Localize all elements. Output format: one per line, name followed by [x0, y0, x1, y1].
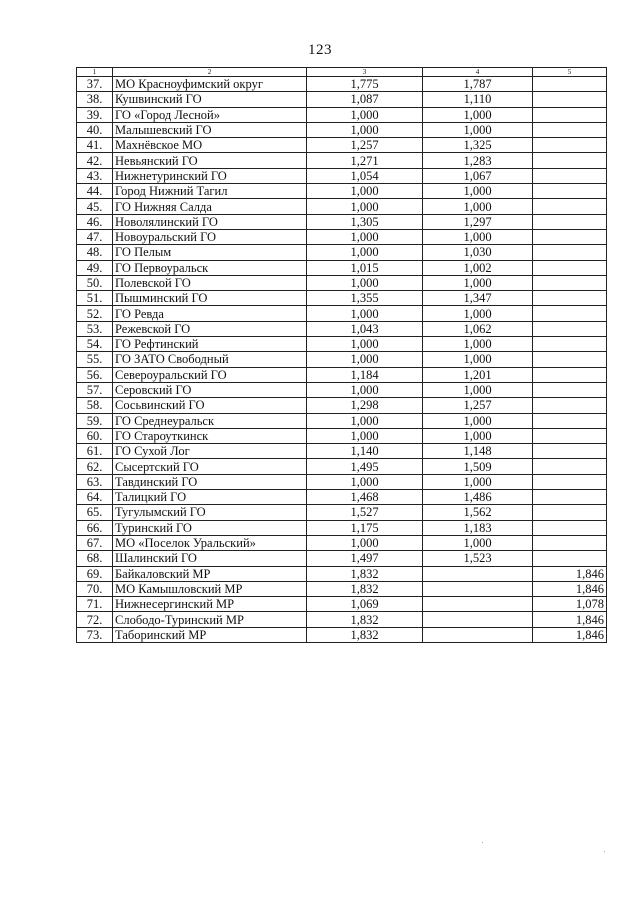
column-5-value-cell [533, 382, 607, 397]
page-number: 123 [308, 42, 332, 58]
row-number-cell: 49. [77, 260, 113, 275]
row-number-cell: 55. [77, 352, 113, 367]
column-4-value-cell: 1,000 [423, 275, 533, 290]
municipality-name-cell: Туринский ГО [113, 520, 307, 535]
column-3-value-cell: 1,015 [307, 260, 423, 275]
column-3-value-cell: 1,832 [307, 612, 423, 627]
municipality-name-cell: Серовский ГО [113, 382, 307, 397]
table-row [77, 428, 607, 443]
table-row [77, 367, 607, 382]
column-3-value-cell: 1,000 [307, 474, 423, 489]
row-number-cell: 58. [77, 398, 113, 413]
municipality-name-cell: Байкаловский МР [113, 566, 307, 581]
column-5-value-cell [533, 214, 607, 229]
column-5-value-cell: 1,846 [533, 581, 607, 596]
column-5-value-cell: 1,846 [533, 612, 607, 627]
row-number-cell: 39. [77, 107, 113, 122]
column-4-value-cell: 1,148 [423, 444, 533, 459]
column-5-value-cell [533, 413, 607, 428]
municipality-name-cell: Таборинский МР [113, 627, 307, 642]
municipality-name-cell: Талицкий ГО [113, 490, 307, 505]
column-4-value-cell: 1,347 [423, 291, 533, 306]
column-3-value-cell: 1,000 [307, 245, 423, 260]
column-3-value-cell: 1,000 [307, 535, 423, 550]
column-5-value-cell [533, 367, 607, 382]
table-row [77, 214, 607, 229]
scan-speck [482, 842, 483, 843]
municipality-name-cell: Тугулымский ГО [113, 505, 307, 520]
table-row [77, 566, 607, 581]
row-number-cell: 67. [77, 535, 113, 550]
column-header: 4 [423, 68, 533, 77]
municipality-name-cell: Слободо-Туринский МР [113, 612, 307, 627]
column-5-value-cell [533, 291, 607, 306]
row-number-cell: 66. [77, 520, 113, 535]
table-row [77, 275, 607, 290]
column-5-value-cell [533, 229, 607, 244]
column-3-value-cell: 1,000 [307, 352, 423, 367]
table-row [77, 413, 607, 428]
row-number-cell: 42. [77, 153, 113, 168]
column-4-value-cell: 1,000 [423, 229, 533, 244]
column-5-value-cell [533, 275, 607, 290]
row-number-cell: 38. [77, 92, 113, 107]
column-5-value-cell [533, 398, 607, 413]
table-row [77, 306, 607, 321]
column-5-value-cell [533, 184, 607, 199]
table-row [77, 352, 607, 367]
column-4-value-cell [423, 612, 533, 627]
column-3-value-cell: 1,175 [307, 520, 423, 535]
column-4-value-cell: 1,002 [423, 260, 533, 275]
column-3-value-cell: 1,054 [307, 168, 423, 183]
column-4-value-cell: 1,562 [423, 505, 533, 520]
column-4-value-cell: 1,325 [423, 138, 533, 153]
table-row [77, 581, 607, 596]
column-3-value-cell: 1,000 [307, 275, 423, 290]
table-row [77, 444, 607, 459]
column-5-value-cell [533, 505, 607, 520]
column-4-value-cell: 1,000 [423, 474, 533, 489]
row-number-cell: 61. [77, 444, 113, 459]
municipality-name-cell: Новолялинский ГО [113, 214, 307, 229]
table-row [77, 168, 607, 183]
column-5-value-cell [533, 138, 607, 153]
coefficients-table [76, 67, 607, 643]
column-5-value-cell [533, 352, 607, 367]
municipality-name-cell: Нижнесергинский МР [113, 597, 307, 612]
municipality-name-cell: Североуральский ГО [113, 367, 307, 382]
column-4-value-cell: 1,787 [423, 77, 533, 92]
municipality-name-cell: Невьянский ГО [113, 153, 307, 168]
column-3-value-cell: 1,000 [307, 428, 423, 443]
column-5-value-cell [533, 444, 607, 459]
municipality-name-cell: Новоуральский ГО [113, 229, 307, 244]
municipality-name-cell: ГО ЗАТО Свободный [113, 352, 307, 367]
column-header: 5 [533, 68, 607, 77]
municipality-name-cell: Нижнетуринский ГО [113, 168, 307, 183]
column-3-value-cell: 1,305 [307, 214, 423, 229]
column-5-value-cell [533, 474, 607, 489]
column-3-value-cell: 1,000 [307, 199, 423, 214]
table-row [77, 199, 607, 214]
municipality-name-cell: ГО Сухой Лог [113, 444, 307, 459]
column-5-value-cell [533, 428, 607, 443]
row-number-cell: 47. [77, 229, 113, 244]
column-4-value-cell: 1,283 [423, 153, 533, 168]
table-row [77, 398, 607, 413]
table-row [77, 260, 607, 275]
column-5-value-cell [533, 306, 607, 321]
column-5-value-cell [533, 92, 607, 107]
column-5-value-cell: 1,078 [533, 597, 607, 612]
table-row [77, 291, 607, 306]
column-3-value-cell: 1,832 [307, 627, 423, 642]
column-4-value-cell: 1,000 [423, 199, 533, 214]
row-number-cell: 68. [77, 551, 113, 566]
table-row [77, 77, 607, 92]
column-5-value-cell [533, 490, 607, 505]
column-4-value-cell: 1,067 [423, 168, 533, 183]
row-number-cell: 37. [77, 77, 113, 92]
column-4-value-cell: 1,000 [423, 413, 533, 428]
municipality-name-cell: ГО Пелым [113, 245, 307, 260]
column-3-value-cell: 1,000 [307, 413, 423, 428]
column-5-value-cell [533, 337, 607, 352]
table-body [77, 77, 607, 643]
column-3-value-cell: 1,140 [307, 444, 423, 459]
column-3-value-cell: 1,257 [307, 138, 423, 153]
table-row [77, 138, 607, 153]
column-5-value-cell [533, 168, 607, 183]
table-row [77, 535, 607, 550]
column-4-value-cell: 1,000 [423, 122, 533, 137]
row-number-cell: 53. [77, 321, 113, 336]
row-number-cell: 51. [77, 291, 113, 306]
table-row [77, 107, 607, 122]
column-3-value-cell: 1,087 [307, 92, 423, 107]
table-row [77, 459, 607, 474]
column-header: 3 [307, 68, 423, 77]
row-number-cell: 62. [77, 459, 113, 474]
column-4-value-cell: 1,000 [423, 184, 533, 199]
column-4-value-cell [423, 597, 533, 612]
table-row [77, 490, 607, 505]
column-number-row [77, 68, 607, 77]
column-3-value-cell: 1,298 [307, 398, 423, 413]
municipality-name-cell: Махнёвское МО [113, 138, 307, 153]
scan-speck [604, 851, 605, 852]
column-3-value-cell: 1,000 [307, 107, 423, 122]
column-5-value-cell [533, 153, 607, 168]
table-row [77, 627, 607, 642]
column-4-value-cell: 1,297 [423, 214, 533, 229]
municipality-name-cell: ГО Рефтинский [113, 337, 307, 352]
municipality-name-cell: Тавдинский ГО [113, 474, 307, 489]
column-3-value-cell: 1,468 [307, 490, 423, 505]
municipality-name-cell: ГО Среднеуральск [113, 413, 307, 428]
municipality-name-cell: Шалинский ГО [113, 551, 307, 566]
column-4-value-cell [423, 566, 533, 581]
row-number-cell: 71. [77, 597, 113, 612]
column-5-value-cell [533, 260, 607, 275]
column-3-value-cell: 1,271 [307, 153, 423, 168]
row-number-cell: 43. [77, 168, 113, 183]
column-4-value-cell: 1,110 [423, 92, 533, 107]
row-number-cell: 40. [77, 122, 113, 137]
column-3-value-cell: 1,832 [307, 566, 423, 581]
table-row [77, 505, 607, 520]
column-3-value-cell: 1,497 [307, 551, 423, 566]
municipality-name-cell: ГО Нижняя Салда [113, 199, 307, 214]
column-3-value-cell: 1,355 [307, 291, 423, 306]
row-number-cell: 69. [77, 566, 113, 581]
column-4-value-cell [423, 627, 533, 642]
column-4-value-cell: 1,030 [423, 245, 533, 260]
column-3-value-cell: 1,495 [307, 459, 423, 474]
row-number-cell: 50. [77, 275, 113, 290]
column-5-value-cell: 1,846 [533, 627, 607, 642]
column-3-value-cell: 1,069 [307, 597, 423, 612]
column-4-value-cell: 1,062 [423, 321, 533, 336]
table-row [77, 551, 607, 566]
column-3-value-cell: 1,043 [307, 321, 423, 336]
column-4-value-cell: 1,523 [423, 551, 533, 566]
column-3-value-cell: 1,000 [307, 229, 423, 244]
column-5-value-cell [533, 77, 607, 92]
municipality-name-cell: МО Камышловский МР [113, 581, 307, 596]
column-4-value-cell: 1,509 [423, 459, 533, 474]
row-number-cell: 57. [77, 382, 113, 397]
column-3-value-cell: 1,775 [307, 77, 423, 92]
column-3-value-cell: 1,000 [307, 184, 423, 199]
column-4-value-cell: 1,000 [423, 535, 533, 550]
row-number-cell: 48. [77, 245, 113, 260]
column-4-value-cell: 1,000 [423, 428, 533, 443]
row-number-cell: 70. [77, 581, 113, 596]
column-4-value-cell: 1,000 [423, 352, 533, 367]
column-3-value-cell: 1,000 [307, 337, 423, 352]
table-row [77, 184, 607, 199]
column-5-value-cell: 1,846 [533, 566, 607, 581]
column-4-value-cell: 1,486 [423, 490, 533, 505]
municipality-name-cell: ГО «Город Лесной» [113, 107, 307, 122]
column-header: 1 [77, 68, 113, 77]
column-5-value-cell [533, 321, 607, 336]
row-number-cell: 45. [77, 199, 113, 214]
column-5-value-cell [533, 551, 607, 566]
row-number-cell: 56. [77, 367, 113, 382]
table-row [77, 597, 607, 612]
column-3-value-cell: 1,000 [307, 306, 423, 321]
column-4-value-cell: 1,257 [423, 398, 533, 413]
column-5-value-cell [533, 245, 607, 260]
municipality-name-cell: Город Нижний Тагил [113, 184, 307, 199]
table-row [77, 92, 607, 107]
municipality-name-cell: Режевской ГО [113, 321, 307, 336]
table-row [77, 474, 607, 489]
row-number-cell: 72. [77, 612, 113, 627]
municipality-name-cell: ГО Ревда [113, 306, 307, 321]
row-number-cell: 54. [77, 337, 113, 352]
municipality-name-cell: ГО Староуткинск [113, 428, 307, 443]
column-4-value-cell: 1,000 [423, 107, 533, 122]
municipality-name-cell: Пышминский ГО [113, 291, 307, 306]
column-4-value-cell: 1,000 [423, 306, 533, 321]
column-4-value-cell: 1,000 [423, 337, 533, 352]
municipality-name-cell: ГО Первоуральск [113, 260, 307, 275]
row-number-cell: 60. [77, 428, 113, 443]
column-3-value-cell: 1,527 [307, 505, 423, 520]
table-row [77, 321, 607, 336]
column-header: 2 [113, 68, 307, 77]
municipality-name-cell: Сысертский ГО [113, 459, 307, 474]
row-number-cell: 41. [77, 138, 113, 153]
column-5-value-cell [533, 107, 607, 122]
municipality-name-cell: Кушвинский ГО [113, 92, 307, 107]
row-number-cell: 52. [77, 306, 113, 321]
column-4-value-cell: 1,183 [423, 520, 533, 535]
column-3-value-cell: 1,832 [307, 581, 423, 596]
municipality-name-cell: МО Красноуфимский округ [113, 77, 307, 92]
row-number-cell: 59. [77, 413, 113, 428]
table-row [77, 382, 607, 397]
table-row [77, 229, 607, 244]
column-5-value-cell [533, 122, 607, 137]
column-3-value-cell: 1,000 [307, 122, 423, 137]
column-3-value-cell: 1,000 [307, 382, 423, 397]
row-number-cell: 63. [77, 474, 113, 489]
column-5-value-cell [533, 199, 607, 214]
table-row [77, 520, 607, 535]
row-number-cell: 46. [77, 214, 113, 229]
table-row [77, 122, 607, 137]
column-5-value-cell [533, 459, 607, 474]
table-row [77, 153, 607, 168]
municipality-name-cell: МО «Поселок Уральский» [113, 535, 307, 550]
column-4-value-cell: 1,000 [423, 382, 533, 397]
column-4-value-cell [423, 581, 533, 596]
row-number-cell: 44. [77, 184, 113, 199]
column-4-value-cell: 1,201 [423, 367, 533, 382]
table-row [77, 337, 607, 352]
column-3-value-cell: 1,184 [307, 367, 423, 382]
municipality-name-cell: Полевской ГО [113, 275, 307, 290]
table-row [77, 612, 607, 627]
municipality-name-cell: Сосьвинский ГО [113, 398, 307, 413]
column-5-value-cell [533, 520, 607, 535]
column-5-value-cell [533, 535, 607, 550]
row-number-cell: 64. [77, 490, 113, 505]
municipality-name-cell: Малышевский ГО [113, 122, 307, 137]
row-number-cell: 73. [77, 627, 113, 642]
table-row [77, 245, 607, 260]
row-number-cell: 65. [77, 505, 113, 520]
